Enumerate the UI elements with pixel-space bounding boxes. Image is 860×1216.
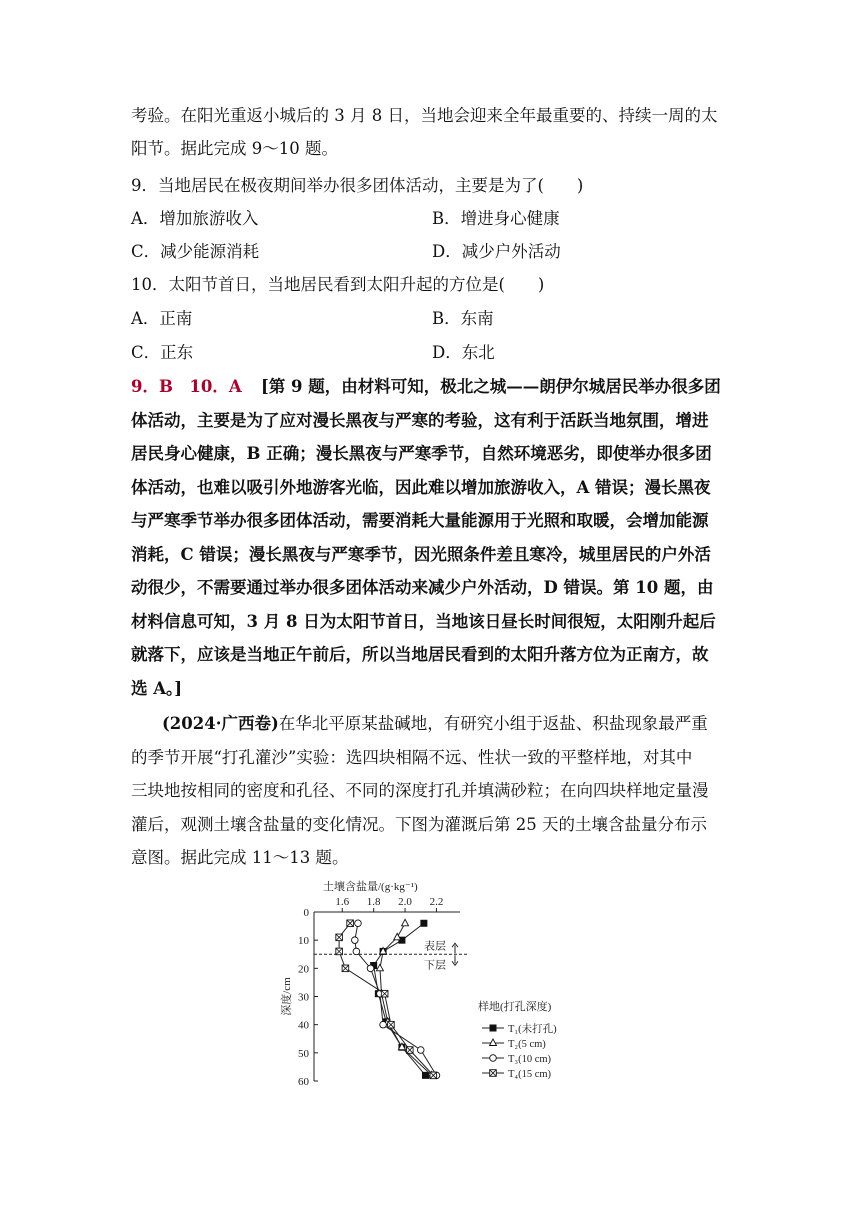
y-tick-label: 0	[303, 907, 309, 919]
y-axis-label: 深度/cm	[281, 977, 293, 1016]
question-9: 9．当地居民在极夜期间举办很多团体活动，主要是为了( )	[131, 176, 584, 195]
y-tick-label: 20	[298, 963, 309, 976]
chart-svg	[278, 876, 608, 1091]
legend-title: 样地(打孔深度)	[478, 1001, 552, 1013]
layer-label-top: 表层	[424, 940, 446, 953]
legend-marker	[490, 1025, 496, 1031]
chart-title: 土壤含盐量/(g·kg⁻¹)	[323, 881, 418, 893]
answer-line: 体活动，也难以吸引外地游客光临，因此难以增加旅游收入，A 错误；漫长黑夜	[131, 478, 711, 497]
answer-line: 动很少，不需要通过举办很多团体活动来减少户外活动，D 错误。第 10 题，由	[131, 578, 714, 597]
data-point-t3	[380, 1021, 387, 1028]
x-tick-label: 1.8	[366, 896, 381, 908]
data-point-t3	[352, 937, 359, 944]
y-tick-label: 10	[298, 935, 309, 948]
option-9b: B．增进身心健康	[432, 209, 560, 228]
legend-label: T₃(10 cm)	[508, 1054, 552, 1065]
question-10: 10．太阳节首日，当地居民看到太阳升起的方位是( )	[131, 275, 545, 294]
material-line: 阳节。据此完成 9～10 题。	[131, 139, 338, 158]
y-tick-label: 60	[298, 1076, 309, 1088]
legend-marker	[490, 1039, 497, 1046]
option-10a: A．正南	[131, 309, 193, 328]
option-10c: C．正东	[131, 343, 194, 362]
passage-line: 三块地按相同的密度和孔径、不同的深度打孔并填满砂粒；在向四块样地定量漫	[131, 781, 709, 800]
data-point-t3	[353, 948, 360, 955]
data-point-t2	[394, 933, 401, 940]
data-point-t2	[376, 964, 383, 971]
option-9d: D．减少户外活动	[432, 242, 561, 261]
answer-line: 选 A。]	[131, 679, 183, 698]
x-tick-label: 2.2	[429, 896, 444, 908]
source-tag: (2024·广西卷)	[162, 714, 279, 733]
y-tick-label: 40	[298, 1019, 309, 1032]
option-9c: C．减少能源消耗	[131, 242, 260, 261]
answer-first-line	[131, 377, 731, 397]
answer-key: 9．B 10．A	[131, 377, 242, 396]
legend-label: T₄(15 cm)	[508, 1069, 552, 1080]
material-line: 考验。在阳光重返小城后的 3 月 8 日，当地会迎来全年最重要的、持续一周的太	[131, 106, 718, 125]
passage-text: 在华北平原某盐碱地，有研究小组于返盐、积盐现象最严重	[278, 714, 708, 733]
passage-line: 的季节开展“打孔灌沙”实验：选四块相隔不远、性状一致的平整样地，对其中	[131, 748, 693, 767]
data-point-t1	[422, 1072, 428, 1078]
answer-text: [第 9 题，由材料可知，极北之城——朗伊尔城居民举办很多团	[260, 377, 721, 396]
option-10d: D．东北	[432, 343, 495, 362]
y-tick-label: 50	[298, 1047, 309, 1060]
option-9a: A．增加旅游收入	[131, 209, 259, 228]
data-point-t3	[367, 965, 374, 972]
legend-label: T₂(5 cm)	[508, 1039, 546, 1050]
legend-label: T₁(未打孔)	[508, 1024, 557, 1035]
data-point-t3	[355, 920, 362, 927]
data-point-t2	[402, 919, 409, 926]
passage-first-line	[162, 714, 762, 734]
passage-line: 灌后，观测土壤含盐量的变化情况。下图为灌溉后第 25 天的土壤含盐量分布示	[131, 815, 707, 834]
data-point-t3	[417, 1047, 424, 1054]
passage-line: 意图。据此完成 11～13 题。	[131, 848, 349, 867]
legend-marker	[490, 1055, 497, 1062]
answer-line: 材料信息可知，3 月 8 日为太阳节首日，当地该日昼长时间很短，太阳刚升起后	[131, 612, 716, 631]
option-10b: B．东南	[432, 309, 494, 328]
layer-label-bottom: 下层	[424, 959, 446, 972]
answer-line: 居民身心健康，B 正确；漫长黑夜与严寒季节，自然环境恶劣，即使举办很多团	[131, 444, 712, 463]
x-tick-label: 2.0	[398, 896, 412, 908]
soil-salt-chart	[278, 876, 608, 1091]
data-point-t1	[421, 920, 427, 926]
series-line-t1	[374, 923, 426, 1075]
answer-line: 就落下，应该是当地正午前后，所以当地居民看到的太阳升落方位为正南方，故	[131, 645, 709, 664]
answer-line: 体活动，主要是为了应对漫长黑夜与严寒的考验，这有利于活跃当地氛围，增进	[131, 411, 709, 430]
answer-line: 与严寒季节举办很多团体活动，需要消耗大量能源用于光照和取暖，会增加能源	[131, 511, 709, 530]
y-tick-label: 30	[298, 991, 309, 1004]
x-tick-label: 1.6	[335, 896, 350, 908]
answer-line: 消耗，C 错误；漫长黑夜与严寒季节，因光照条件差且寒冷，城里居民的户外活	[131, 545, 711, 564]
